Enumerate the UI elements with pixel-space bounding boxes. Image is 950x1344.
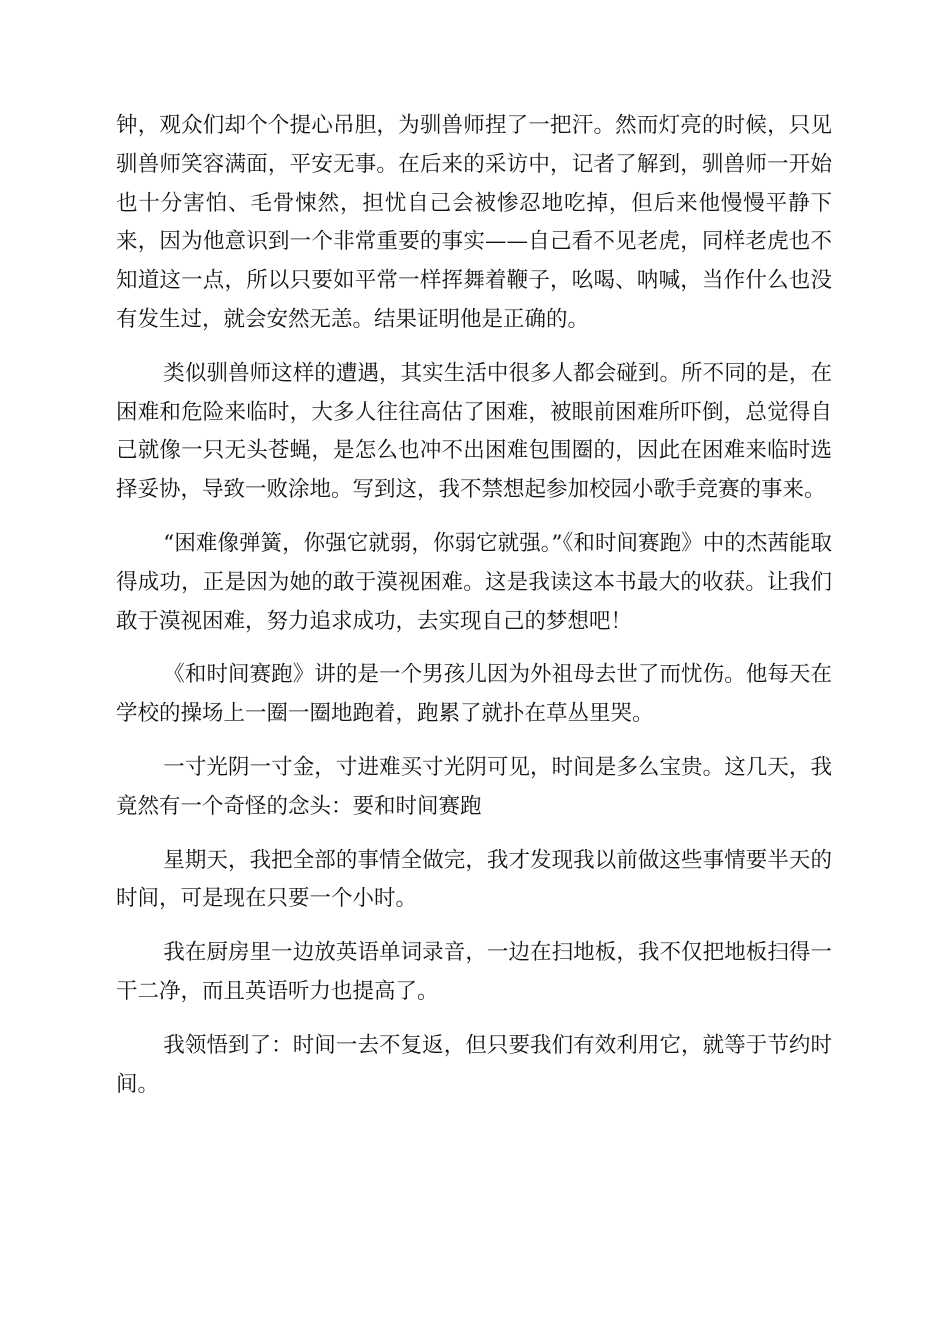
document-body (116, 107, 832, 1119)
paragraph-similar-encounters: 类似驯兽师这样的遭遇，其实生活中很多人都会碰到。所不同的是，在困难和危险来临时，大多人往往高估了困难，被眼前困难所吓倒，总觉得自己就像一只无头苍蝇，是怎么也冲不出困难包围圈的，因此在困难来临时选择妥协，导致一败涂地。写到这，我不禁想起参加校园小歌手竞赛的事来。 (116, 360, 832, 503)
paragraph-sunday: 星期天，我把全部的事情全做完，我才发现我以前做这些事情要半天的时间，可是现在只要一个小时。 (116, 847, 832, 912)
paragraph-spring-quote: “困难像弹簧，你强它就弱，你弱它就强。”《和时间赛跑》中的杰茜能取得成功，正是因为她的敢于漠视困难。这是我读这本书最大的收获。让我们敢于漠视困难，努力追求成功，去实现自己的梦想吧！ (116, 530, 832, 634)
paragraph-time-precious: 一寸光阴一寸金，寸进难买寸光阴可见，时间是多么宝贵。这几天，我竟然有一个奇怪的念头：要和时间赛跑 (116, 754, 832, 819)
paragraph-tamer-story: 钟，观众们却个个提心吊胆，为驯兽师捏了一把汗。然而灯亮的时候，只见驯兽师笑容满面，平安无事。在后来的采访中，记者了解到，驯兽师一开始也十分害怕、毛骨悚然，担忧自己会被惨忍地吃掉，但后来他慢慢平静下来，因为他意识到一个非常重要的事实——自己看不见老虎，同样老虎也不知道这一点，所以只要如平常一样挥舞着鞭子，吆喝、呐喊，当作什么也没有发生过，就会安然无恙。结果证明他是正确的。 (116, 113, 832, 332)
paragraph-kitchen: 我在厨房里一边放英语单词录音，一边在扫地板，我不仅把地板扫得一干二净，而且英语听力也提高了。 (116, 940, 832, 1004)
paragraph-book-summary: 《和时间赛跑》讲的是一个男孩儿因为外祖母去世了而忧伤。他每天在学校的操场上一圈一圈地跑着，跑累了就扑在草丛里哭。 (116, 662, 832, 727)
paragraph-realization: 我领悟到了：时间一去不复返，但只要我们有效利用它，就等于节约时间。 (116, 1032, 832, 1097)
